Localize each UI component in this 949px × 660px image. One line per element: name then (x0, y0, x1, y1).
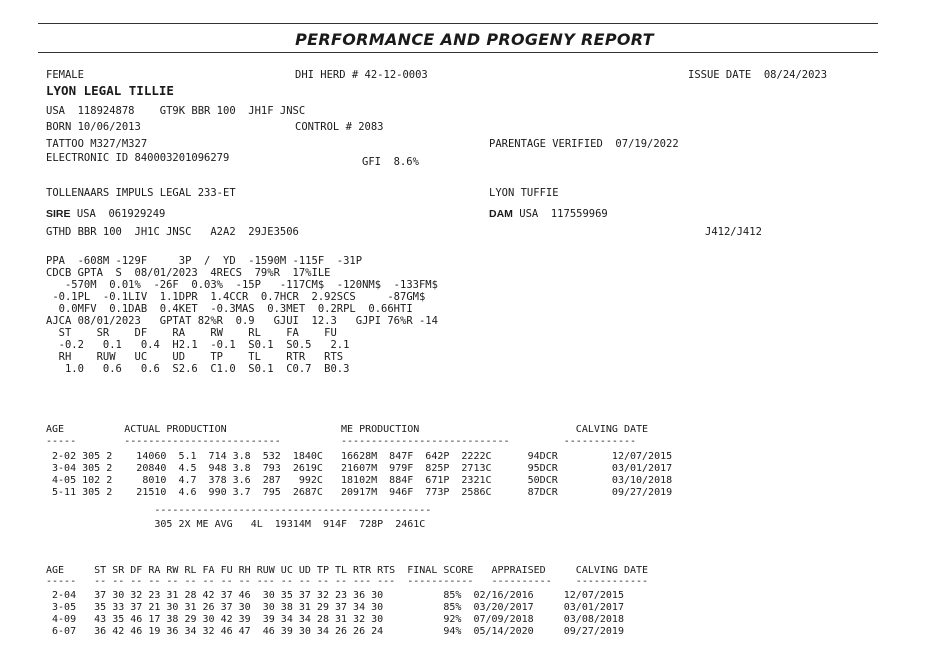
production-header: AGE ACTUAL PRODUCTION ME PRODUCTION CALVING DATE (46, 424, 649, 435)
report-title: PERFORMANCE AND PROGENY REPORT (295, 30, 654, 49)
title-underline-rule (38, 52, 878, 53)
gthd-line: GTHD BBR 100 JH1C JNSC A2A2 29JE3506 (46, 226, 299, 238)
production-me-average: 305 2X ME AVG 4L 19314M 914F 728P 2461C (46, 519, 426, 530)
production-row: 2-02 305 2 14060 5.1 714 3.8 532 1840C 16628M 847F 642P 2222C 94DCR 12/07/2015 (46, 451, 673, 462)
production-row: 5-11 305 2 21510 4.6 990 3.7 795 2687C 20917M 946F 773P 2586C 87DCR 09/27/2019 (46, 487, 673, 498)
production-header-underline: ----- -------------------------- ---------------------------- ------------ (46, 436, 637, 447)
genetics-line: -0.2 0.1 0.4 H2.1 -0.1 S0.1 S0.5 2.1 (46, 339, 350, 351)
classification-row: 3-05 35 33 37 21 30 31 26 37 30 30 38 31 29 37 34 30 85% 03/20/2017 03/01/2017 (46, 602, 624, 613)
parentage-verified: PARENTAGE VERIFIED 07/19/2022 (489, 138, 679, 150)
genetics-line: 1.0 0.6 0.6 S2.6 C1.0 S0.1 C0.7 B0.3 (46, 363, 350, 375)
sire-label: SIRE (46, 208, 71, 220)
haplotype-code: J412/J412 (705, 226, 762, 238)
genetics-line: AJCA 08/01/2023 GPTAT 82%R 0.9 GJUI 12.3 GJPI 76%R -14 (46, 315, 438, 327)
production-avg-underline: ---------------------------------------------- (46, 505, 432, 516)
birth-date: BORN 10/06/2013 (46, 121, 141, 133)
classification-row: 4-09 43 35 46 17 38 29 30 42 39 39 34 34 28 31 32 30 92% 07/09/2018 03/08/2018 (46, 614, 624, 625)
dhi-herd: DHI HERD # 42-12-0003 (295, 69, 428, 81)
sire-reg-number: USA 061929249 (70, 208, 166, 220)
genetics-line: RH RUW UC UD TP TL RTR RTS (46, 351, 344, 363)
production-row: 3-04 305 2 20840 4.5 948 3.8 793 2619C 21607M 979F 825P 2713C 95DCR 03/01/2017 (46, 463, 673, 474)
dam-label: DAM (489, 208, 513, 220)
classification-header-underline: ----- -- -- -- -- -- -- -- -- -- --- -- -- -- -- --- --- ----------- ---------- ------------ (46, 576, 649, 587)
genetics-line: ST SR DF RA RW RL FA FU (46, 327, 337, 339)
genetics-line: PPA -608M -129F 3P / YD -1590M -115F -31P (46, 255, 363, 267)
classification-row: 2-04 37 30 32 23 31 28 42 37 46 30 35 37 32 23 36 30 85% 02/16/2016 12/07/2015 (46, 590, 624, 601)
dam-name: LYON TUFFIE (489, 187, 559, 199)
dam-reg-number: USA 117559969 (512, 208, 608, 220)
registration-line: USA 118924878 GT9K BBR 100 JH1F JNSC (46, 105, 306, 117)
production-row: 4-05 102 2 8010 4.7 378 3.6 287 992C 18102M 884F 671P 2321C 50DCR 03/10/2018 (46, 475, 673, 486)
genetics-line: 0.0MFV 0.1DAB 0.4KET -0.3MAS 0.3MET 0.2RPL 0.66HTI (46, 303, 413, 315)
gfi-value: GFI 8.6% (362, 156, 419, 168)
control-number: CONTROL # 2083 (295, 121, 384, 133)
classification-row: 6-07 36 42 46 19 36 34 32 46 47 46 39 30 34 26 26 24 94% 05/14/2020 09/27/2019 (46, 626, 624, 637)
tattoo: TATTOO M327/M327 (46, 138, 148, 150)
genetics-line: CDCB GPTA S 08/01/2023 4RECS 79%R 17%ILE (46, 267, 331, 279)
electronic-id: ELECTRONIC ID 840003201096279 (46, 152, 230, 164)
animal-name: LYON LEGAL TILLIE (46, 83, 174, 98)
dam-registration (489, 208, 608, 220)
issue-date: ISSUE DATE 08/24/2023 (688, 69, 828, 81)
sex-label: FEMALE (46, 69, 84, 81)
sire-name: TOLLENAARS IMPULS LEGAL 233-ET (46, 187, 236, 199)
genetics-line: -570M 0.01% -26F 0.03% -15P -117CM$ -120NM$ -133FM$ (46, 279, 438, 291)
classification-header: AGE ST SR DF RA RW RL FA FU RH RUW UC UD TP TL RTR RTS FINAL SCORE APPRAISED CALVING DATE (46, 565, 649, 576)
sire-registration (46, 208, 165, 220)
top-rule (38, 23, 878, 24)
genetics-line: -0.1PL -0.1LIV 1.1DPR 1.4CCR 0.7HCR 2.92SCS -87GM$ (46, 291, 426, 303)
